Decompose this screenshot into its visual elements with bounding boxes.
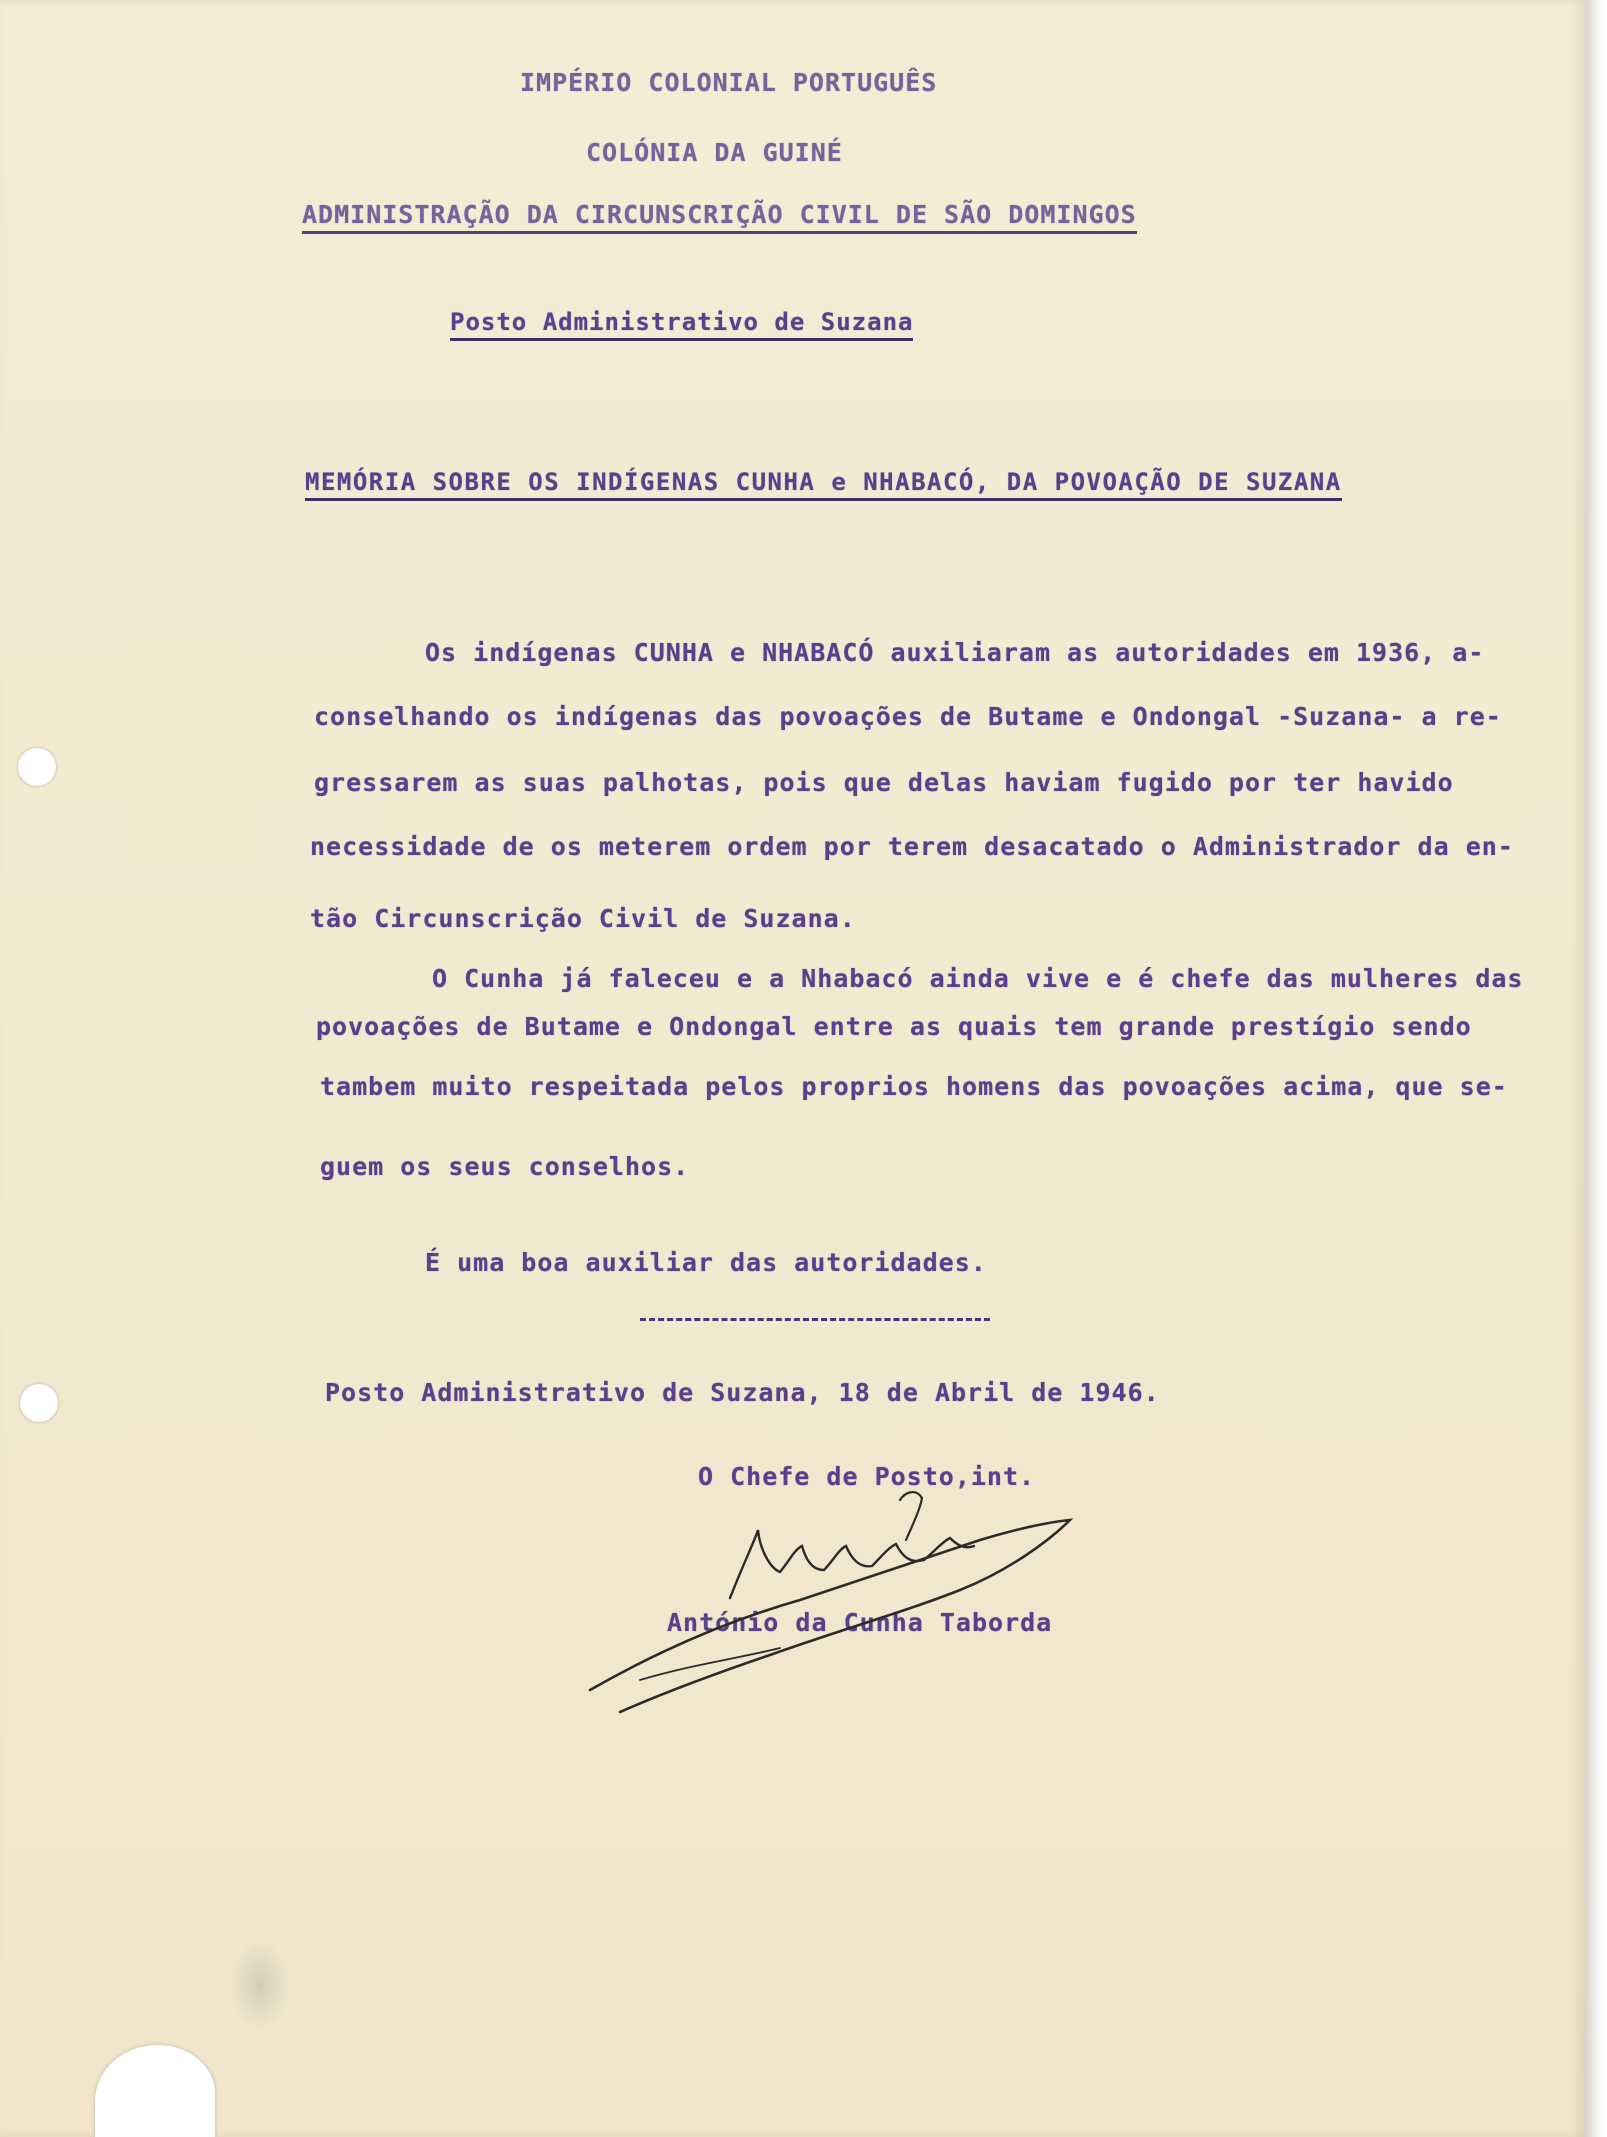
header-post: Posto Administrativo de Suzana bbox=[450, 308, 913, 341]
body-line-9: guem os seus conselhos. bbox=[320, 1152, 690, 1181]
separator-line bbox=[640, 1318, 990, 1321]
punch-hole-bottom bbox=[20, 1384, 58, 1422]
body-line-10: É uma boa auxiliar das autoridades. bbox=[425, 1248, 987, 1277]
document-title: MEMÓRIA SOBRE OS INDÍGENAS CUNHA e NHABACÓ, DA POVOAÇÃO DE SUZANA bbox=[305, 468, 1342, 501]
body-line-6: O Cunha já faleceu e a Nhabacó ainda vive e é chefe das mulheres das bbox=[432, 964, 1524, 993]
header-administration: ADMINISTRAÇÃO DA CIRCUNSCRIÇÃO CIVIL DE SÃO DOMINGOS bbox=[302, 200, 1137, 234]
signatory-name: António da Cunha Taborda bbox=[667, 1608, 1053, 1637]
punch-hole-top bbox=[18, 748, 56, 786]
body-line-8: tambem muito respeitada pelos proprios homens das povoações acima, que se- bbox=[320, 1072, 1508, 1101]
handwritten-signature bbox=[580, 1480, 1100, 1720]
body-line-7: povoações de Butame e Ondongal entre as quais tem grande prestígio sendo bbox=[316, 1012, 1472, 1041]
header-colony: COLÓNIA DA GUINÉ bbox=[586, 138, 843, 167]
body-line-2: conselhando os indígenas das povoações de Butame e Ondongal -Suzana- a re- bbox=[314, 702, 1502, 731]
body-line-5: tão Circunscrição Civil de Suzana. bbox=[310, 904, 856, 933]
body-line-3: gressarem as suas palhotas, pois que delas haviam fugido por ter havido bbox=[314, 768, 1454, 797]
paper-tear bbox=[95, 2045, 215, 2137]
signatory-title: O Chefe de Posto,int. bbox=[698, 1462, 1036, 1491]
page-edge bbox=[1585, 0, 1607, 2137]
body-line-1: Os indígenas CUNHA e NHABACÓ auxiliaram as autoridades em 1936, a- bbox=[425, 638, 1485, 667]
place-date: Posto Administrativo de Suzana, 18 de Abril de 1946. bbox=[325, 1378, 1160, 1407]
body-line-4: necessidade de os meterem ordem por terem desacatado o Administrador da en- bbox=[310, 832, 1514, 861]
header-empire: IMPÉRIO COLONIAL PORTUGUÊS bbox=[520, 68, 938, 97]
paper-stain bbox=[230, 1940, 290, 2030]
